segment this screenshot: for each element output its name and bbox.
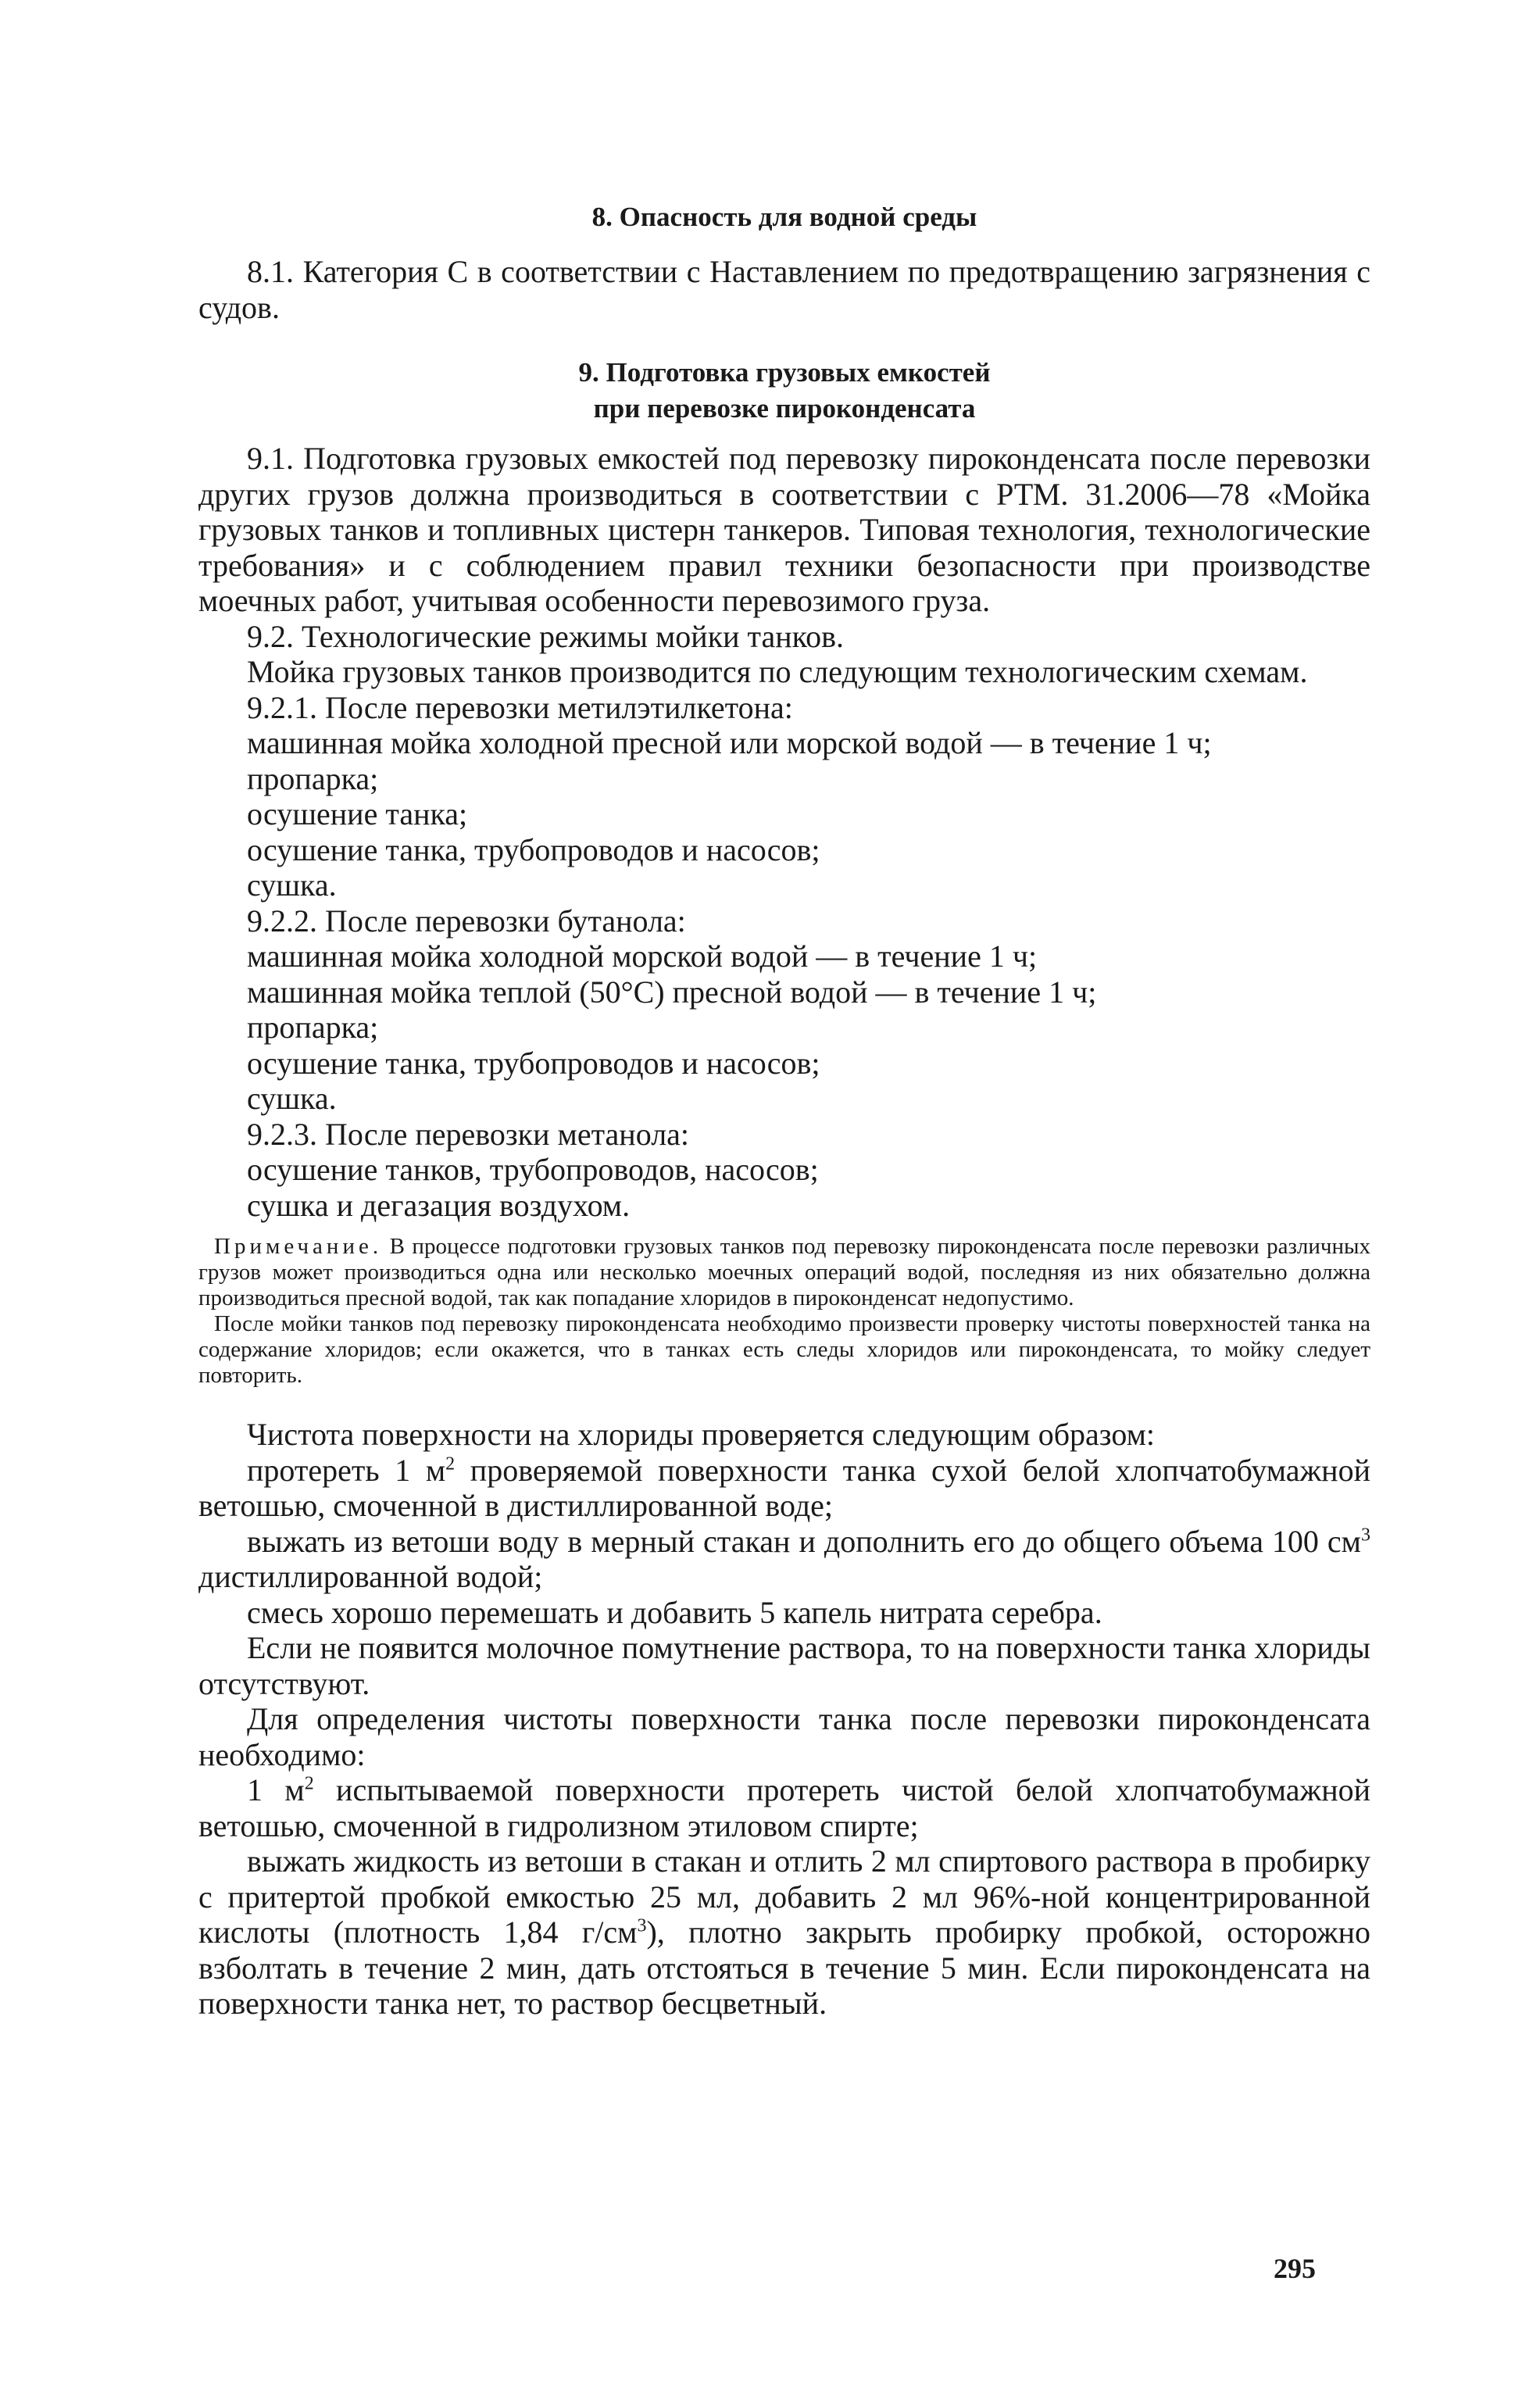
- pyrocondensate-step-test: [198, 1843, 1370, 2022]
- text-run: ), плотно закрыть пробирку пробкой, осторожно взболтать в течение 2 мин, дать отстояться в течение 5 мин. Если пироконденсата на поверхности танка нет, то раствор бесцветный.: [198, 1915, 1370, 2021]
- paragraph-9-2-intro: Мойка грузовых танков производится по следующим технологическим схемам.: [247, 654, 1308, 689]
- section-8-heading: 8. Опасность для водной среды: [591, 202, 977, 232]
- chlorides-check-body: [198, 1417, 1370, 2022]
- text-run: испытываемой поверхности протереть чистой белой хлопчатобумажной ветошью, смоченной в гидролизном этиловом спирте;: [198, 1772, 1371, 1843]
- pyrocondensate-step-wipe: [198, 1772, 1370, 1843]
- note-paragraph-2: После мойки танков под перевозку пироконденсата необходимо произвести проверку чистоты поверхностей танка на содержание хлоридов; если окажется, что в танках есть следы хлоридов или пироконденсата, то мойку следует повторить.: [198, 1311, 1370, 1388]
- note-label: Примечание.: [214, 1234, 383, 1259]
- subsection-9-2-3-title: 9.2.3. После перевозки метанола:: [247, 1116, 690, 1152]
- paragraph-9-1: 9.1. Подготовка грузовых емкостей под перевозку пироконденсата после перевозки других грузов должна производиться в соответствии с РТМ. 31.2006—78 «Мойка грузовых танков и топливных цистерн танкеров. Типовая технология, технологические требования» и с соблюдением правил техники безопасности при производстве моечных работ, учитывая особенности перевозимого груза.: [198, 441, 1370, 618]
- list-item: осушение танка, трубопроводов и насосов;: [247, 1045, 820, 1081]
- section-8-body: [198, 254, 1370, 325]
- list-item: осушение танка, трубопроводов и насосов;: [247, 831, 820, 867]
- text-run: выжать жидкость из ветоши в стакан и отлить 2 мл спиртового раствора в пробирку с притертой пробкой емкостью 25 мл, добавить 2 мл 96%-ной концентрированной кислоты (плотность 1,84 г/см: [198, 1843, 1370, 1950]
- list-item: пропарка;: [247, 760, 379, 796]
- document-page: [198, 199, 1370, 2022]
- chlorides-intro: Чистота поверхности на хлориды проверяется следующим образом:: [247, 1417, 1156, 1452]
- list-item: осушение танков, трубопроводов, насосов;: [247, 1152, 819, 1187]
- list-item: машинная мойка холодной пресной или морской водой — в течение 1 ч;: [247, 725, 1212, 760]
- list-item: сушка и дегазация воздухом.: [247, 1187, 631, 1223]
- text-run: протереть 1 м: [247, 1452, 446, 1488]
- list-item: сушка.: [247, 867, 337, 903]
- section-9-body: [198, 441, 1370, 1223]
- superscript: 3: [1361, 1525, 1370, 1546]
- superscript: 2: [445, 1453, 456, 1475]
- note-paragraph-1: [198, 1234, 1370, 1311]
- note-block: [198, 1234, 1370, 1389]
- pyrocondensate-intro: Для определения чистоты поверхности танка после перевозки пироконденсата необходимо:: [198, 1701, 1370, 1772]
- text-run: проверяемой поверхности танка сухой белой хлопчатобумажной ветошью, смоченной в дистиллированной воде;: [198, 1452, 1370, 1523]
- page-number: 295: [1274, 2253, 1316, 2284]
- superscript: 2: [304, 1773, 314, 1794]
- list-item: машинная мойка теплой (50°С) пресной водой — в течение 1 ч;: [247, 974, 1097, 1010]
- subsection-9-2-2-title: 9.2.2. После перевозки бутанола:: [247, 903, 686, 939]
- chlorides-result: Если не появится молочное помутнение раствора, то на поверхности танка хлориды отсутствуют.: [198, 1630, 1370, 1701]
- section-9-heading: [198, 355, 1370, 427]
- list-item: осушение танка;: [247, 796, 468, 831]
- paragraph-9-2: 9.2. Технологические режимы мойки танков.: [247, 618, 844, 654]
- list-item: машинная мойка холодной морской водой — в течение 1 ч;: [247, 939, 1038, 974]
- chlorides-step-squeeze: [198, 1524, 1370, 1595]
- text-run: дистиллированной водой;: [198, 1559, 543, 1594]
- list-item: пропарка;: [247, 1010, 379, 1045]
- chlorides-step-mix: смесь хорошо перемешать и добавить 5 капель нитрата серебра.: [247, 1594, 1102, 1630]
- chlorides-step-wipe: [198, 1453, 1370, 1524]
- note-text-1: В процессе подготовки грузовых танков под перевозку пироконденсата после перевозки различных грузов может производиться одна или несколько моечных операций водой, последняя из них обязательно должна производиться пресной водой, так как попадание хлоридов в пироконденсат недопустимо.: [198, 1234, 1371, 1310]
- superscript: 3: [637, 1915, 647, 1936]
- subsection-9-2-1-title: 9.2.1. После перевозки метилэтилкетона:: [247, 689, 793, 725]
- section-9-heading-line-1: 9. Подготовка грузовых емкостей: [578, 357, 991, 388]
- text-run: выжать из ветоши воду в мерный стакан и дополнить его до общего объема 100 см: [247, 1523, 1361, 1559]
- section-9-heading-line-2: при перевозке пироконденсата: [593, 393, 976, 424]
- text-run: 1 м: [247, 1772, 305, 1807]
- list-item: сушка.: [247, 1081, 337, 1116]
- paragraph-8-1: 8.1. Категория С в соответствии с Наставлением по предотвращению загрязнения с судов.: [198, 254, 1370, 325]
